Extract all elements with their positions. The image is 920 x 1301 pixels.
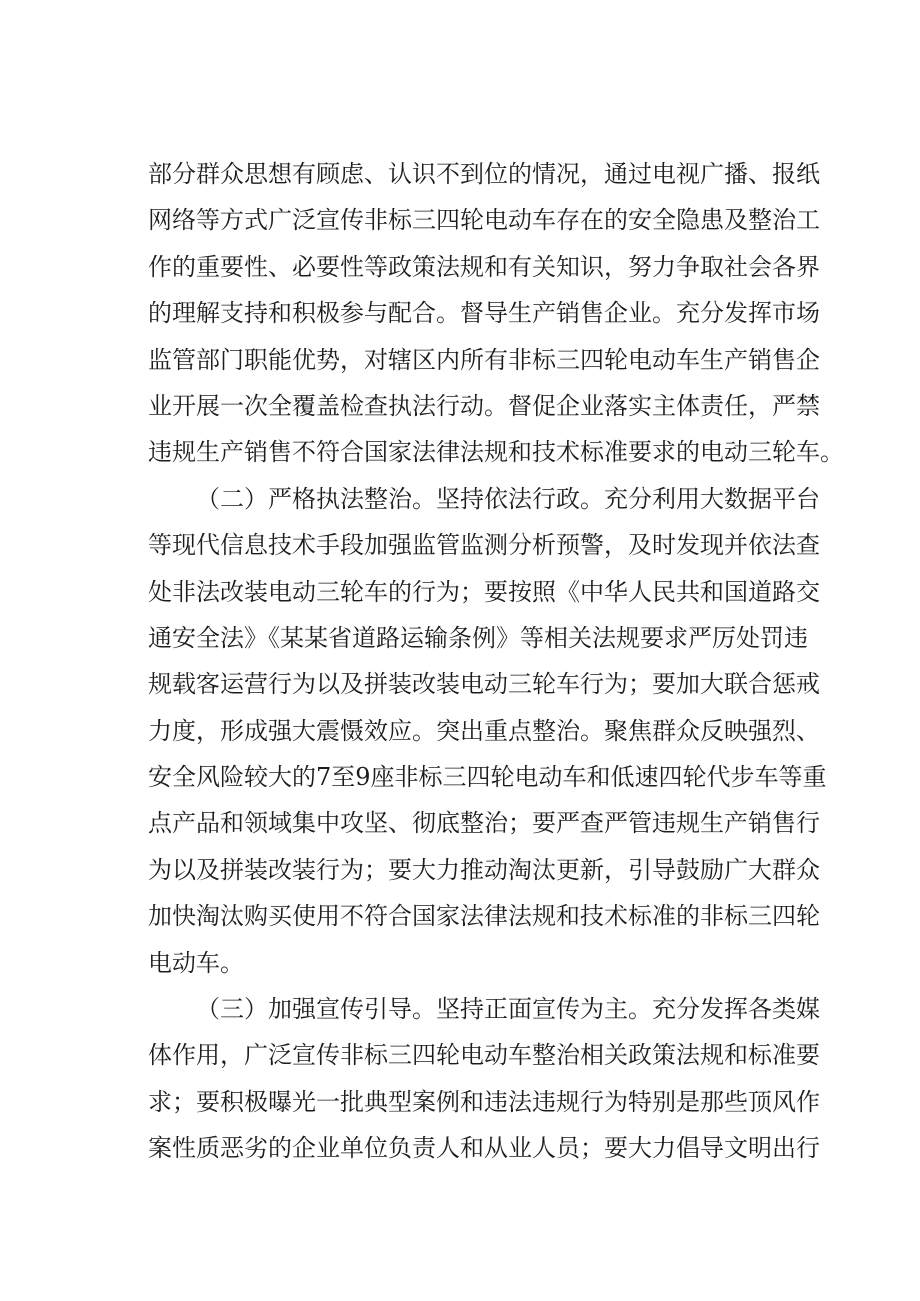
text-line: 加快淘汰购买使用不符合国家法律法规和技术标准的非标三四轮 — [148, 902, 820, 931]
text-line: 点产品和领域集中攻坚、彻底整治；要严查严管违规生产销售行 — [148, 809, 820, 838]
section-heading-line: （二）严格执法整治。坚持依法行政。充分利用大数据平台 — [196, 484, 820, 513]
text-line: 作的重要性、必要性等政策法规和有关知识，努力争取社会各界 — [148, 252, 820, 281]
text-line: 违规生产销售不符合国家法律法规和技术标准要求的电动三轮车。 — [148, 438, 844, 467]
text-line: 部分群众思想有顾虑、认识不到位的情况，通过电视广播、报纸 — [148, 160, 820, 188]
text-line: 求；要积极曝光一批典型案例和违法违规行为特别是那些顶风作 — [148, 1087, 820, 1116]
text-line: 网络等方式广泛宣传非标三四轮电动车存在的安全隐患及整治工 — [148, 206, 820, 235]
text-line: 案性质恶劣的企业单位负责人和从业人员；要大力倡导文明出行 — [148, 1134, 820, 1163]
text-line: 等现代信息技术手段加强监管监测分析预警，及时发现并依法查 — [148, 531, 820, 560]
text-line: 安全风险较大的7至9座非标三四轮电动车和低速四轮代步车等重 — [148, 763, 827, 792]
text-line: 的理解支持和积极参与配合。督导生产销售企业。充分发挥市场 — [148, 299, 820, 328]
text-line: 力度，形成强大震慑效应。突出重点整治。聚焦群众反映强烈、 — [148, 716, 820, 745]
body-text — [148, 151, 844, 1172]
text-line: 规载客运营行为以及拼装改装电动三轮车行为；要加大联合惩戒 — [148, 670, 820, 699]
text-line: 通安全法》《某某省道路运输条例》等相关法规要求严厉处罚违 — [148, 623, 808, 652]
text-line: 处非法改装电动三轮车的行为；要按照《中华人民共和国道路交 — [148, 577, 820, 606]
text-line: 体作用，广泛宣传非标三四轮电动车整治相关政策法规和标准要 — [148, 1041, 820, 1070]
text-line: 监管部门职能优势，对辖区内所有非标三四轮电动车生产销售企 — [148, 345, 820, 374]
text-line: 电动车。 — [148, 948, 244, 977]
text-line: 为以及拼装改装行为；要大力推动淘汰更新，引导鼓励广大群众 — [148, 855, 820, 884]
text-line: 业开展一次全覆盖检查执法行动。督促企业落实主体责任，严禁 — [148, 391, 820, 420]
section-heading-line: （三）加强宣传引导。坚持正面宣传为主。充分发挥各类媒 — [196, 995, 820, 1024]
